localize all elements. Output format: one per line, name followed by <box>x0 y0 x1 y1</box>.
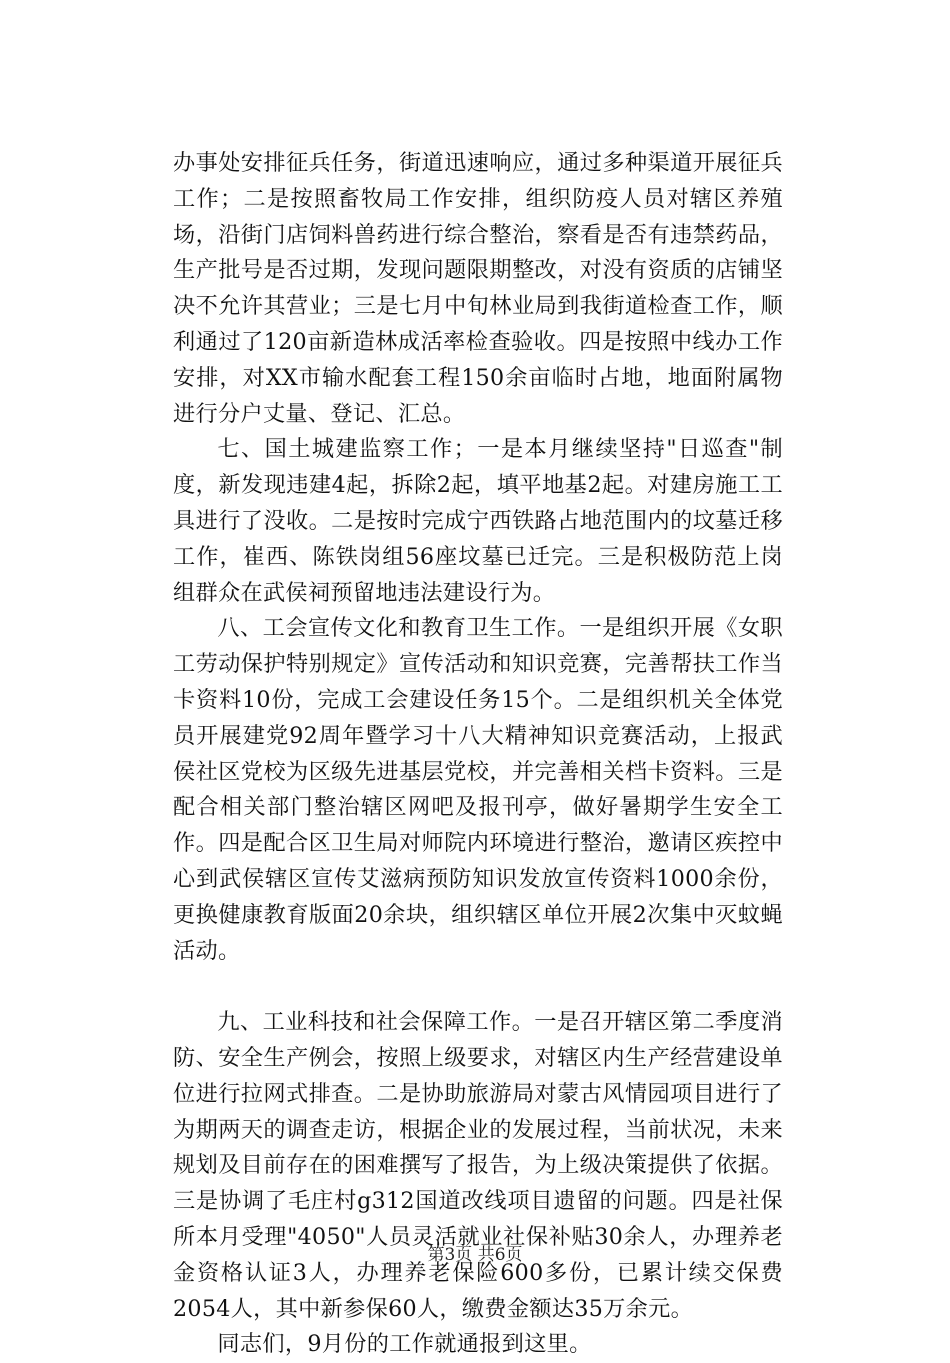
page-footer: 第3页 共6页 <box>427 1245 523 1265</box>
paragraph-section-8: 八、工会宣传文化和教育卫生工作。一是组织开展《女职工劳动保护特别规定》宣传活动和知识竞赛，完善帮扶工作当卡资料10份，完成工会建设任务15个。二是组织机关全体党员开展建党92周年暨学习十八大精神知识竞赛活动，上报武侯社区党校为区级先进基层党校，并完善相关档卡资料。三是配合相关部门整治辖区网吧及报刊亭，做好暑期学生安全工作。四是配合区卫生局对师院内环境进行整治，邀请区疾控中心到武侯辖区宣传艾滋病预防知识发放宣传资料1000余份，更换健康教育版面20余块，组织辖区单位开展2次集中灭蚊蝇活动。 <box>173 615 783 964</box>
paragraph-section-9: 九、工业科技和社会保障工作。一是召开辖区第二季度消防、安全生产例会，按照上级要求，对辖区内生产经营建设单位进行拉网式排查。二是协助旅游局对蒙古风情园项目进行了为期两天的调查走访，根据企业的发展过程，当前状况，未来规划及目前存在的困难撰写了报告，为上级决策提供了依据。三是协调了毛庄村g312国道改线项目遗留的问题。四是社保所本月受理"4050"人员灵活就业社保补贴30余人，办理养老金资格认证3人，办理养老保险600多份，已累计续交保费2054人，其中新参保60人，缴费金额达35万余元。 <box>173 1009 783 1322</box>
paragraph-section-7: 七、国土城建监察工作；一是本月继续坚持"日巡查"制度，新发现违建4起，拆除2起，填平地基2起。对建房施工工具进行了没收。二是按时完成宁西铁路占地范围内的坟墓迁移工作，崔西、陈铁岗组56座坟墓已迁完。三是积极防范上岗组群众在武侯祠预留地违法建设行为。 <box>173 436 783 606</box>
paragraph-closing: 同志们，9月份的工作就通报到这里。 <box>217 1331 592 1358</box>
paragraph-continuation: 办事处安排征兵任务，街道迅速响应，通过多种渠道开展征兵工作；二是按照畜牧局工作安排，组织防疫人员对辖区养殖场，沿街门店饲料兽药进行综合整治，察看是否有违禁药品，生产批号是否过期，发现问题限期整改，对没有资质的店铺坚决不允许其营业；三是七月中旬林业局到我街道检查工作，顺利通过了120亩新造林成活率检查验收。四是按照中线办工作安排，对XX市输水配套工程150余亩临时占地，地面附属物进行分户丈量、登记、汇总。 <box>173 150 783 427</box>
document-body <box>173 146 783 1363</box>
